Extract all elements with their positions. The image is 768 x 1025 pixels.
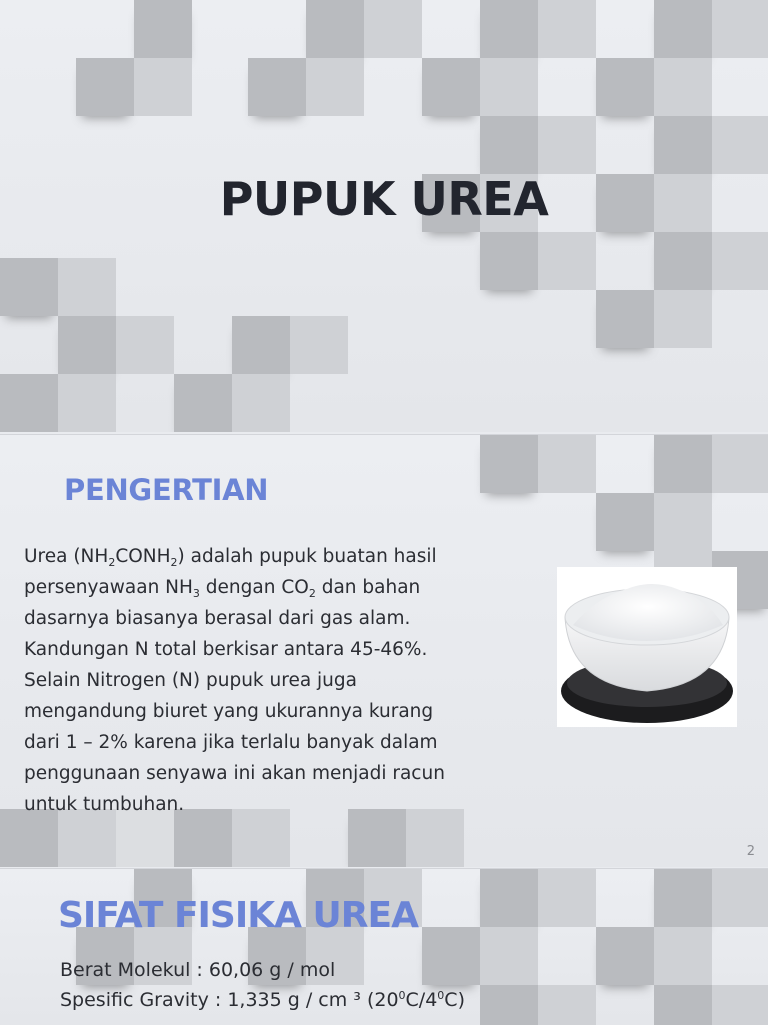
section-heading-pengertian: PENGERTIAN: [64, 473, 269, 507]
text-line: penggunaan senyawa ini akan menjadi racun: [24, 763, 445, 784]
text-line: Urea $(NH_2CONH_2)$ adalah pupuk buatan hasil: [24, 546, 437, 569]
text-line: dari 1 – 2% karena jika terlalu banyak dalam: [24, 732, 438, 753]
text-line: untuk tumbuhan.: [24, 794, 185, 815]
text-line: Kandungan N total berkisar antara 45-46%.: [24, 639, 428, 660]
text-line: persenyawaan $NH_3$ dengan $CO_2$ dan bahan: [24, 577, 421, 600]
slide-title: [0, 0, 768, 432]
berat-molekul-line: Berat Molekul : 60,06 g / mol: [60, 959, 336, 981]
pengertian-paragraph: [24, 541, 524, 820]
specific-gravity-line: Spesific Gravity : 1,335 g / cm ³ $(20^0C/4^0C)$: [60, 989, 465, 1011]
section-heading-sifat-fisika: SIFAT FISIKA UREA: [58, 895, 418, 936]
page-title: PUPUK UREA: [219, 172, 549, 226]
slide-pengertian: [0, 434, 768, 867]
slide-sifat-fisika: [0, 868, 768, 1025]
text-line: mengandung biuret yang ukurannya kurang: [24, 701, 434, 722]
page-number: 2: [746, 844, 755, 859]
urea-bowl-image: [557, 567, 737, 727]
text-line: Selain Nitrogen (N) pupuk urea juga: [24, 670, 357, 691]
text-line: dasarnya biasanya berasal dari gas alam.: [24, 608, 411, 629]
bowl-of-powder-icon: [557, 567, 737, 727]
